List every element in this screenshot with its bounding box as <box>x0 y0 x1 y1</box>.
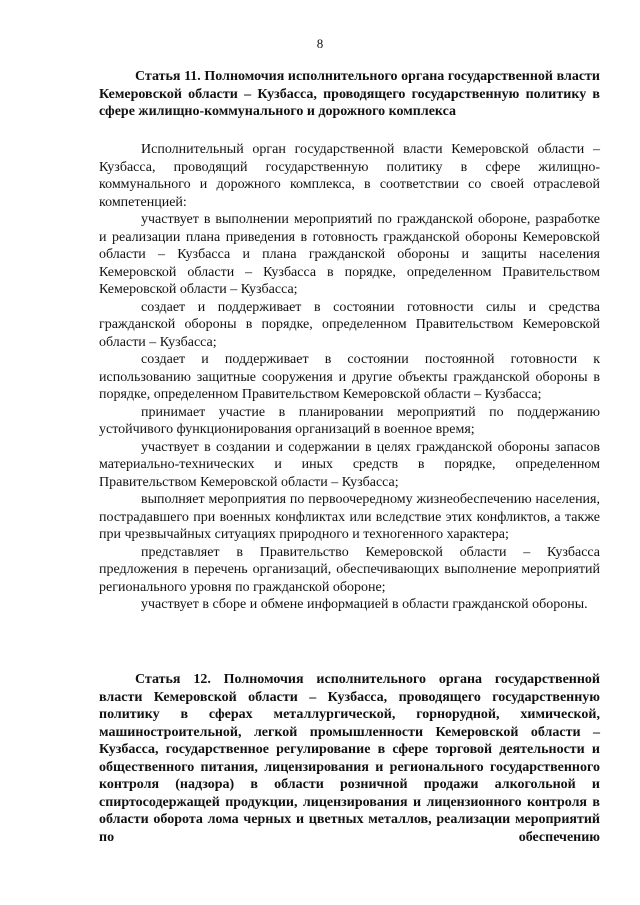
page-number: 8 <box>316 36 324 51</box>
article-11-item-life-support: выполняет мероприятия по первоочередному жизнеобеспечению населения, пострадавшего при военных конфликтах или вследствие этих конфликтов, а также при чрезвычайных ситуациях природного и техногенного характера; <box>99 492 600 542</box>
article-11-item-shelters: создает и поддерживает в состоянии постоянной готовности к использованию защитные сооружения и другие объекты гражданской обороны в порядке, определенном Правительством Кемеровской области – Кузбасса; <box>99 352 600 402</box>
article-11-item-civil-defense-plan: участвует в выполнении мероприятий по гражданской обороне, разработке и реализации плана приведения в готовность гражданской обороны Кемеровской области – Кузбасса и плана гражданской обороны и защиты населения Кемеровской области – Кузбасса в порядке, определенном Правительством Кемеровской области – Кузбасса; <box>99 212 600 297</box>
article-11-item-information: участвует в сборе и обмене информацией в области гражданской обороны. <box>141 597 588 612</box>
article-11-item-proposals: представляет в Правительство Кемеровской области – Кузбасса предложения в перечень организаций, обеспечивающих выполнение мероприятий регионального уровня по гражданской обороне; <box>99 544 600 595</box>
article-11-intro: Исполнительный орган государственной власти Кемеровской области – Кузбасса, проводящий государственную политику в сфере жилищно-коммунального и дорожного комплекса, в соответствии со своей отраслевой компетенцией: <box>99 142 600 210</box>
article-12-title: Статья 12. Полномочия исполнительного органа государственной власти Кемеровской области – Кузбасса, проводящего государственную политику в сферах металлургической, горнорудной, химической, машиностроительной, легкой промышленности Кемеровской области – Кузбасса, государственное регулирование в сфере торговой деятельности и общественного питания, лицензирования и регионального государственного контроля (надзора) в области розничной продажи алкогольной и спиртосодержащей продукции, лицензирования и лицензионного контроля в области оборота лома черных и цветных металлов, реализации мероприятий по обеспечению <box>99 672 600 845</box>
article-11-title: Статья 11. Полномочия исполнительного органа государственной власти Кемеровской области – Кузбасса, проводящего государственную политику в сфере жилищно-коммунального и дорожного комплекса <box>99 69 600 119</box>
article-11-body <box>99 141 600 614</box>
article-11-item-wartime-planning: принимает участие в планировании мероприятий по поддержанию устойчивого функционирования организаций в военное время; <box>99 404 600 437</box>
article-11-item-forces: создает и поддерживает в состоянии готовности силы и средства гражданской обороны в порядке, определенном Правительством Кемеровской области – Кузбасса; <box>99 299 600 350</box>
article-11-item-reserves: участвует в создании и содержании в целях гражданской обороны запасов материально-технических и иных средств в порядке, определенном Правительством Кемеровской области – Кузбасса; <box>99 439 600 490</box>
